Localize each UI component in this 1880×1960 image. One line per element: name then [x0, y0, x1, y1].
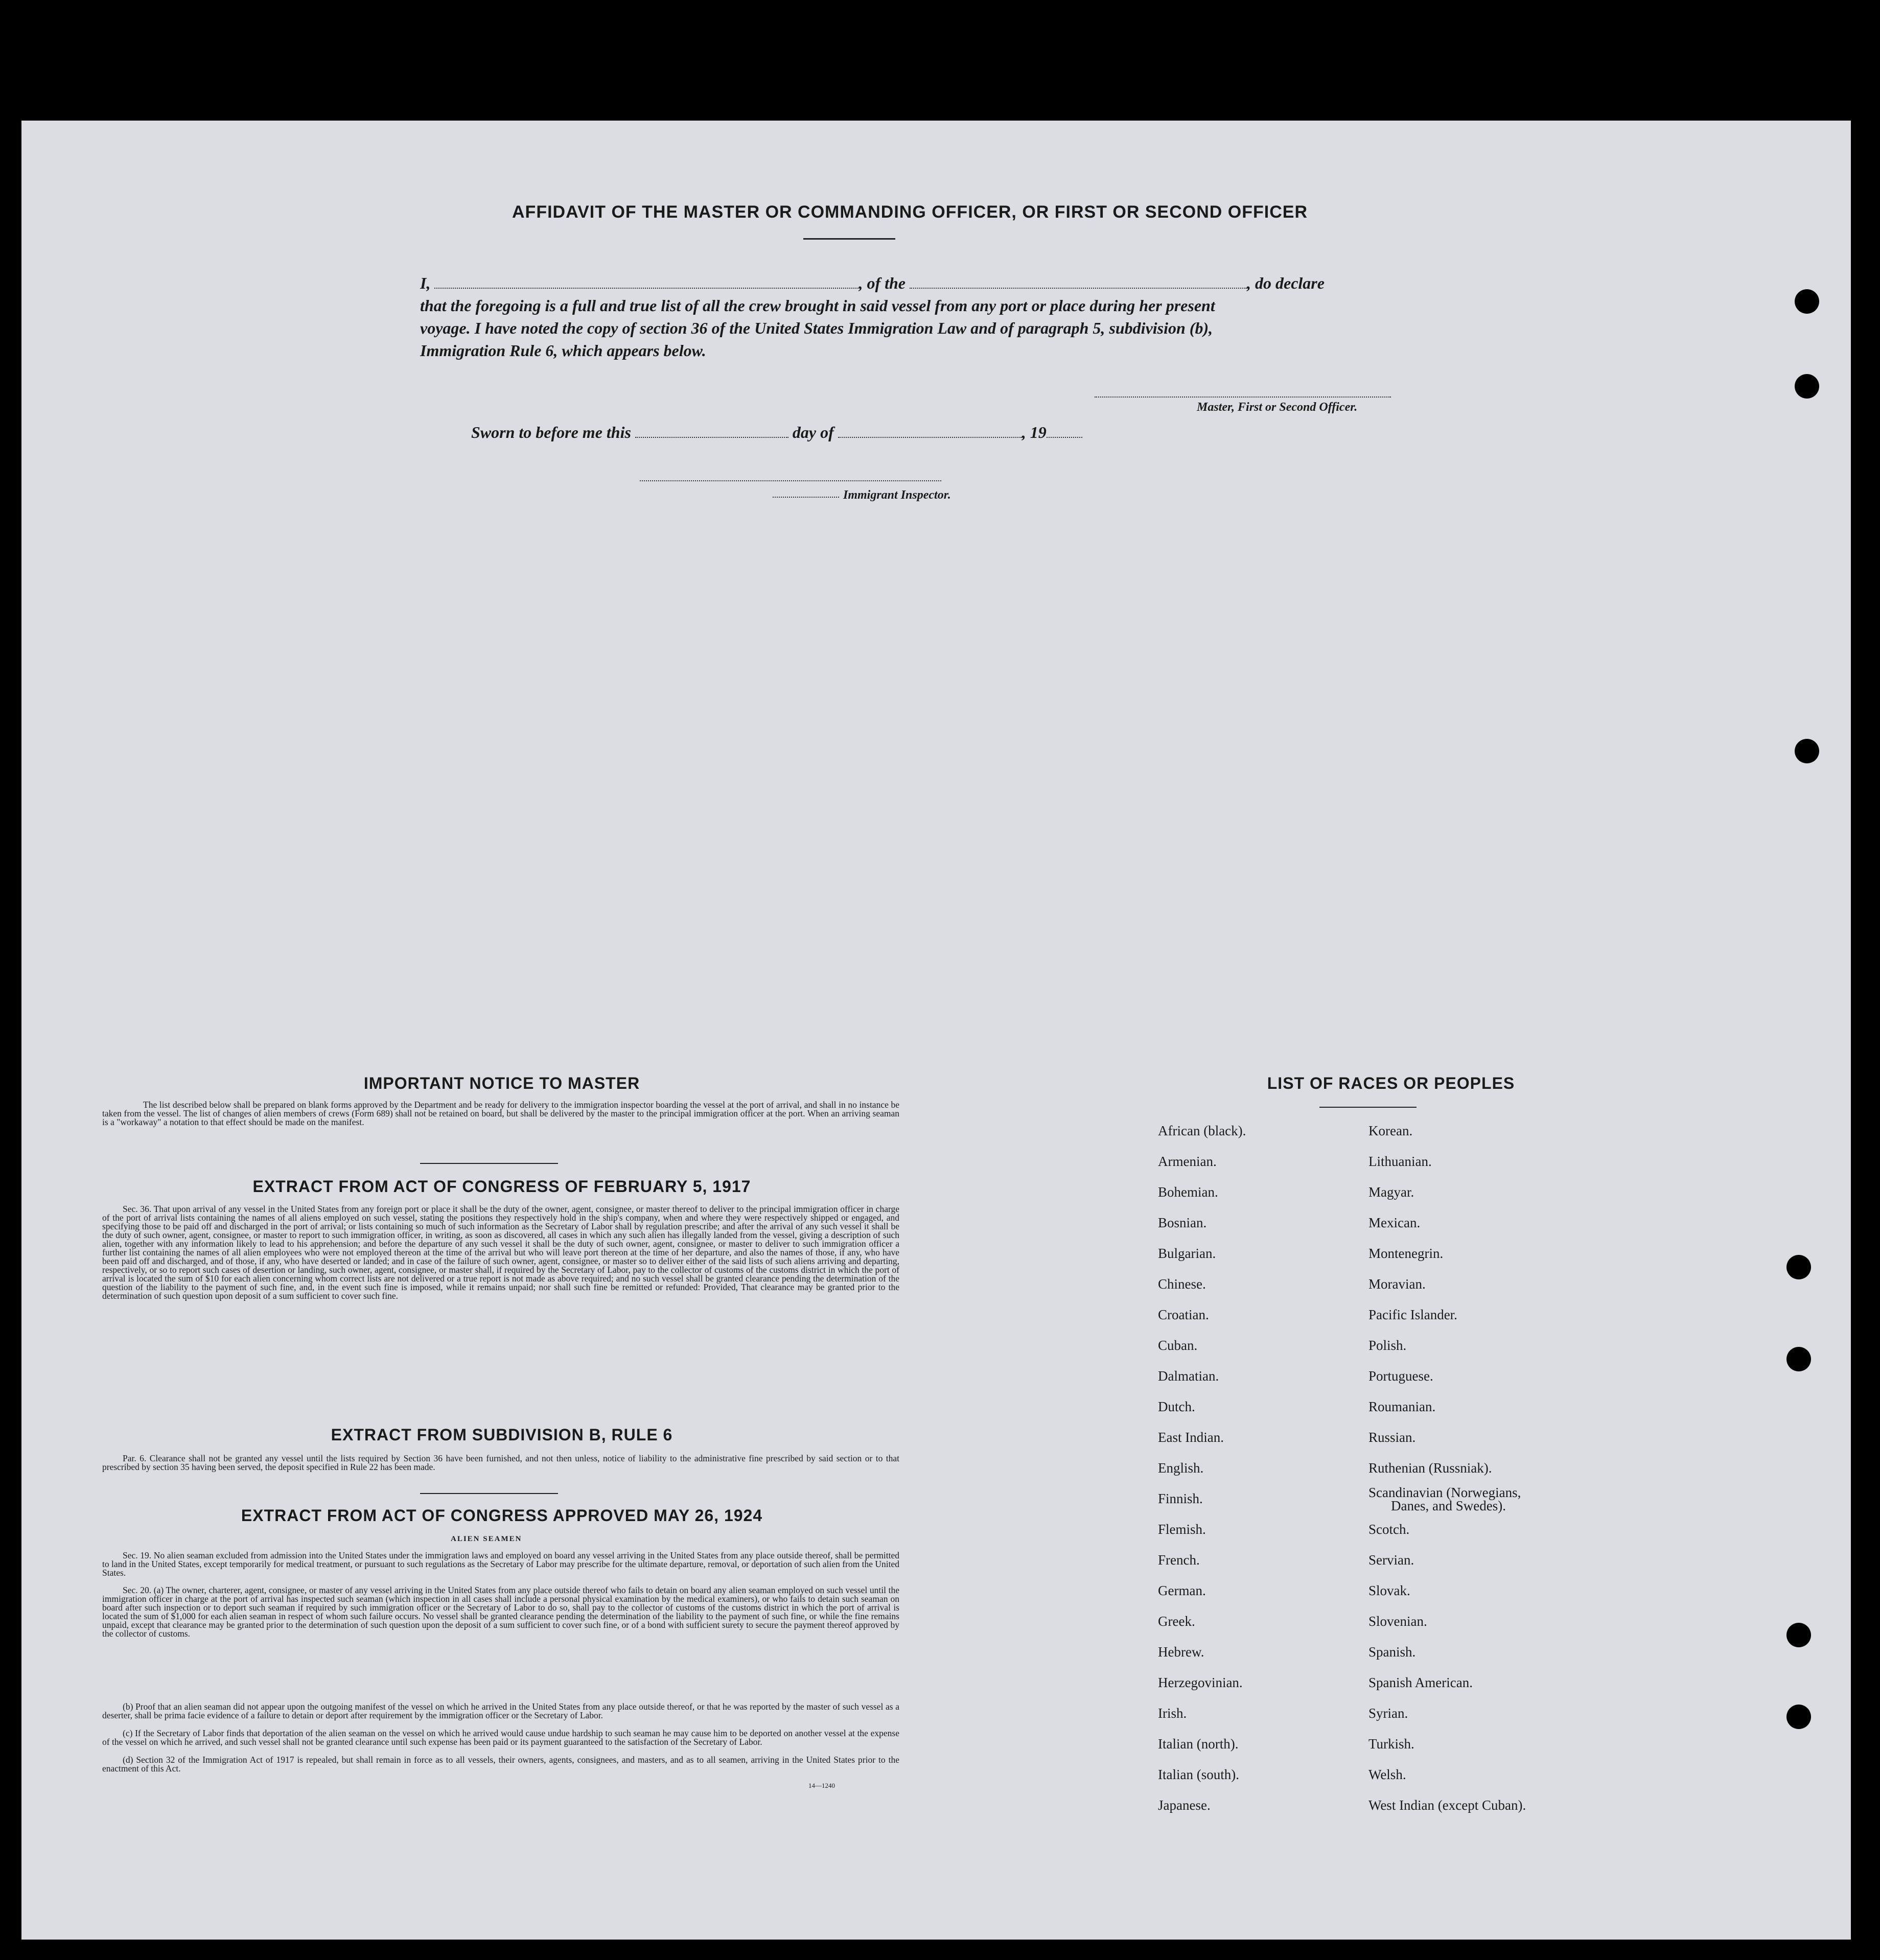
race-item: Lithuanian.: [1368, 1154, 1432, 1169]
divider: [420, 1493, 558, 1494]
races-title: LIST OF RACES OR PEOPLES: [1267, 1074, 1515, 1092]
race-item: Bosnian.: [1158, 1215, 1207, 1230]
rule6-title: EXTRACT FROM SUBDIVISION B, RULE 6: [331, 1426, 673, 1444]
race-item: Slovenian.: [1368, 1614, 1427, 1629]
race-item: French.: [1158, 1552, 1200, 1568]
punch-hole: [1786, 1705, 1811, 1729]
race-item: Magyar.: [1368, 1184, 1414, 1200]
punch-hole: [1786, 1347, 1811, 1371]
race-item: Herzegovinian.: [1158, 1675, 1243, 1690]
declaration-first-line: [420, 272, 1325, 294]
inspector-signature-line[interactable]: [640, 471, 941, 481]
race-item: Irish.: [1158, 1706, 1187, 1721]
divider: [420, 1163, 558, 1164]
race-item: Italian (south).: [1158, 1767, 1239, 1782]
notice-text: The list described below shall be prepared on blank forms approved by the Department and be ready for delivery to the immigration inspector boarding the vessel at the port of arrival, and shall in no instance be taken from the vessel. The list of changes of alien members of crews (Form 689) shall not be retained on board, but shall be delivered by the master to the principal immigration officer at the port. When an arriving seaman is a "workaway" a notation to that effect should be made on the manifest.: [102, 1100, 899, 1127]
race-item: Turkish.: [1368, 1736, 1414, 1752]
race-item: Dutch.: [1158, 1399, 1195, 1414]
race-item: Ruthenian (Russniak).: [1368, 1460, 1492, 1476]
race-item: Moravian.: [1368, 1276, 1426, 1292]
race-item: Syrian.: [1368, 1706, 1408, 1721]
race-item: Pacific Islander.: [1368, 1307, 1457, 1322]
notice-title: IMPORTANT NOTICE TO MASTER: [363, 1074, 640, 1092]
race-item: Bohemian.: [1158, 1184, 1218, 1200]
race-item: Italian (north).: [1158, 1736, 1239, 1752]
race-item: Polish.: [1368, 1338, 1407, 1353]
form-number: 14—1240: [808, 1782, 835, 1789]
race-item: Russian.: [1368, 1430, 1416, 1445]
race-item: Montenegrin.: [1368, 1246, 1444, 1261]
day-blank[interactable]: [635, 428, 788, 438]
punch-hole: [1786, 1623, 1811, 1647]
race-item: Roumanian.: [1368, 1399, 1436, 1414]
affidavit-title: AFFIDAVIT OF THE MASTER OR COMMANDING OFFICER, OR FIRST OR SECOND OFFICER: [512, 202, 1308, 222]
race-item: Scandinavian (Norwegians,: [1368, 1485, 1521, 1500]
master-signature-line[interactable]: [1095, 387, 1391, 398]
race-item: Hebrew.: [1158, 1644, 1204, 1660]
punch-hole: [1795, 374, 1819, 399]
races-underline: [1319, 1107, 1417, 1108]
race-item: Mexican.: [1368, 1215, 1421, 1230]
label-year: , 19: [1022, 423, 1047, 441]
label-day-of: day of: [792, 423, 834, 441]
inspector-prefix-line: [773, 487, 839, 498]
rule6-text: Par. 6. Clearance shall not be granted any vessel until the lists required by Section 36 have been furnished, and not then unless, notice of liability to the administrative fine prescribed by said section or to that prescribed by section 35 having been served, the deposit specified in Rule 22 has been made.: [102, 1453, 899, 1472]
sworn-line: [471, 421, 1082, 444]
race-item: Portuguese.: [1368, 1368, 1433, 1384]
race-item: Japanese.: [1158, 1798, 1211, 1813]
race-item: African (black).: [1158, 1123, 1246, 1138]
race-item: Bulgarian.: [1158, 1246, 1216, 1261]
declaration-line-2: that the foregoing is a full and true list of all the crew brought in said vessel from any port or place during her present: [420, 296, 1215, 315]
race-item: Cuban.: [1158, 1338, 1198, 1353]
vessel-blank[interactable]: [910, 278, 1247, 289]
declaration-line-3: voyage. I have noted the copy of section 36 of the United States Immigration Law and of paragraph 5, subdivision (b),: [420, 319, 1213, 337]
race-item: Chinese.: [1158, 1276, 1206, 1292]
race-item: Spanish.: [1368, 1644, 1416, 1660]
race-item: Armenian.: [1158, 1154, 1217, 1169]
race-item: Dalmatian.: [1158, 1368, 1219, 1384]
punch-hole: [1786, 1255, 1811, 1279]
sec20d-text: (d) Section 32 of the Immigration Act of 1917 is repealed, but shall remain in force as to all vessels, their owners, agents, consignees, and masters, and as to all seamen, arriving in the United States prior to the enactment of this Act.: [102, 1755, 899, 1774]
label-of-the: , of the: [858, 274, 906, 292]
sec19-text: Sec. 19. No alien seaman excluded from admission into the United States under the immigration laws and employed on board any vessel arriving in the United States from any place outside thereof, shall be permitted to land in the United States, except temporarily for medical treatment, or pursuant to such regulations as the Secretary of Labor may prescribe for the ultimate departure, removal, or deportation of such alien from the United States.: [102, 1550, 899, 1578]
race-item: Danes, and Swedes).: [1391, 1498, 1506, 1513]
master-signature-caption: Master, First or Second Officer.: [1197, 401, 1358, 414]
race-item: Flemish.: [1158, 1522, 1206, 1537]
race-item: Scotch.: [1368, 1522, 1410, 1537]
label-do-declare: , do declare: [1247, 274, 1325, 292]
year-blank[interactable]: [1047, 428, 1082, 438]
race-item: Servian.: [1368, 1552, 1414, 1568]
inspector-caption: Immigrant Inspector.: [843, 488, 951, 502]
race-item: English.: [1158, 1460, 1204, 1476]
label-sworn: Sworn to before me this: [471, 423, 631, 441]
extract-1917-title: EXTRACT FROM ACT OF CONGRESS OF FEBRUARY 5, 1917: [252, 1177, 751, 1196]
sec20a-text: Sec. 20. (a) The owner, charterer, agent, consignee, or master of any vessel arriving in the United States from any place outside thereof who fails to detain on board any alien seaman employed on such vessel until the immigration officer in charge at the port of arrival has inspected such seaman (which inspection in all cases shall include a personal physical examination by the medical examiners), or who fails to detain such seaman on board after such inspection or to deport such seaman if required by such immigration officer or the Secretary of Labor to do so, shall pay to the collector of customs of the customs district in which the port of arrival is located the sum of $1,000 for each alien seaman in respect of whom such failure occurs. No vessel shall be granted clearance pending the determination of the liability to the payment of such fine, or while the fine remains unpaid, except that clearance may be granted prior to the determination of such question upon the deposit of a sum sufficient to cover such fine, or of a bond with sufficient surety to secure the payment thereof approved by the collector of customs.: [102, 1585, 899, 1639]
race-item: Slovak.: [1368, 1583, 1410, 1598]
race-item: Finnish.: [1158, 1491, 1203, 1506]
sec20b-text: (b) Proof that an alien seaman did not appear upon the outgoing manifest of the vessel on which he arrived in the United States from any place outside thereof, or that he was reported by the master of such vessel as a deserter, shall be prima facie evidence of a failure to detain or deport after requirement by the immigration officer or the Secretary of Labor.: [102, 1701, 899, 1720]
label-i: I,: [420, 274, 431, 292]
race-item: German.: [1158, 1583, 1206, 1598]
extract-1924-title: EXTRACT FROM ACT OF CONGRESS APPROVED MAY 26, 1924: [241, 1506, 763, 1525]
race-item: East Indian.: [1158, 1430, 1224, 1445]
race-item: Spanish American.: [1368, 1675, 1473, 1690]
punch-hole: [1795, 739, 1819, 763]
race-item: Welsh.: [1368, 1767, 1406, 1782]
race-item: Greek.: [1158, 1614, 1195, 1629]
declaration-line-4: Immigration Rule 6, which appears below.: [420, 341, 706, 360]
month-blank[interactable]: [838, 428, 1022, 438]
race-item: West Indian (except Cuban).: [1368, 1798, 1526, 1813]
race-item: Korean.: [1368, 1123, 1413, 1138]
sec20c-text: (c) If the Secretary of Labor finds that deportation of the alien seaman on the vessel on which he arrived would cause undue hardship to such seaman he may cause him to be deported on another vessel at the expense of the vessel on which he arrived, and such vessel shall not be granted clearance until such expense has been paid or its payment guaranteed to the satisfaction of the Secretary of Labor.: [102, 1728, 899, 1747]
alien-seamen-subtitle: ALIEN SEAMEN: [451, 1535, 522, 1543]
title-underline: [803, 238, 895, 240]
extract-1917-text: Sec. 36. That upon arrival of any vessel in the United States from any foreign port or place it shall be the duty of the owner, agent, consignee, or master thereof to deliver to the principal immigration officer in charge of the port of arrival lists containing the names of all aliens employed on such vessel, stating the positions they respectively hold in the ship's company, when and where they were respectively shipped or engaged, and specifying those to be paid off and discharged in the port of arrival; or lists containing so much of such information as the Secretary of Labor shall by regulation prescribe; and after the arrival of any such vessel it shall be the duty of such owner, agent, consignee, or master to report to such immigration officer, in writing, as soon as discovered, all cases in which any such alien has illegally landed from the vessel, giving a description of such alien, together with any information likely to lead to his apprehension; and before the departure of any such vessel it shall be the duty of such owner, agent, consignee, or master to deliver to such immigration officer a further list containing the names of all alien employees who were not employed thereon at the time of the arrival but who will leave port thereon at the time of her departure, and also the names of those, if any, who have been paid off and discharged, and of those, if any, who have deserted or landed; and in case of the failure of such owner, agent, consignee, or master so to deliver either of the said lists of such aliens arriving and departing, respectively, or so to report such cases of desertion or landing, such owner, agent, consignee, or master shall, if required by the Secretary of Labor, pay to the collector of customs of the customs district in which the port of arrival is located the sum of $10 for each alien concerning whom correct lists are not delivered or a true report is not made as above required; and no such vessel shall be granted clearance pending the determination of the question of the liability to the payment of such fine, and, in the event such fine is imposed, while it remains unpaid; nor shall such fine be remitted or refunded: Provided, That clearance may be granted prior to the determination of such question upon deposit of a sum sufficient to cover such fine.: [102, 1204, 899, 1301]
document-page: [21, 121, 1851, 1940]
name-blank[interactable]: [434, 278, 858, 289]
race-item: Croatian.: [1158, 1307, 1209, 1322]
punch-hole: [1795, 289, 1819, 314]
